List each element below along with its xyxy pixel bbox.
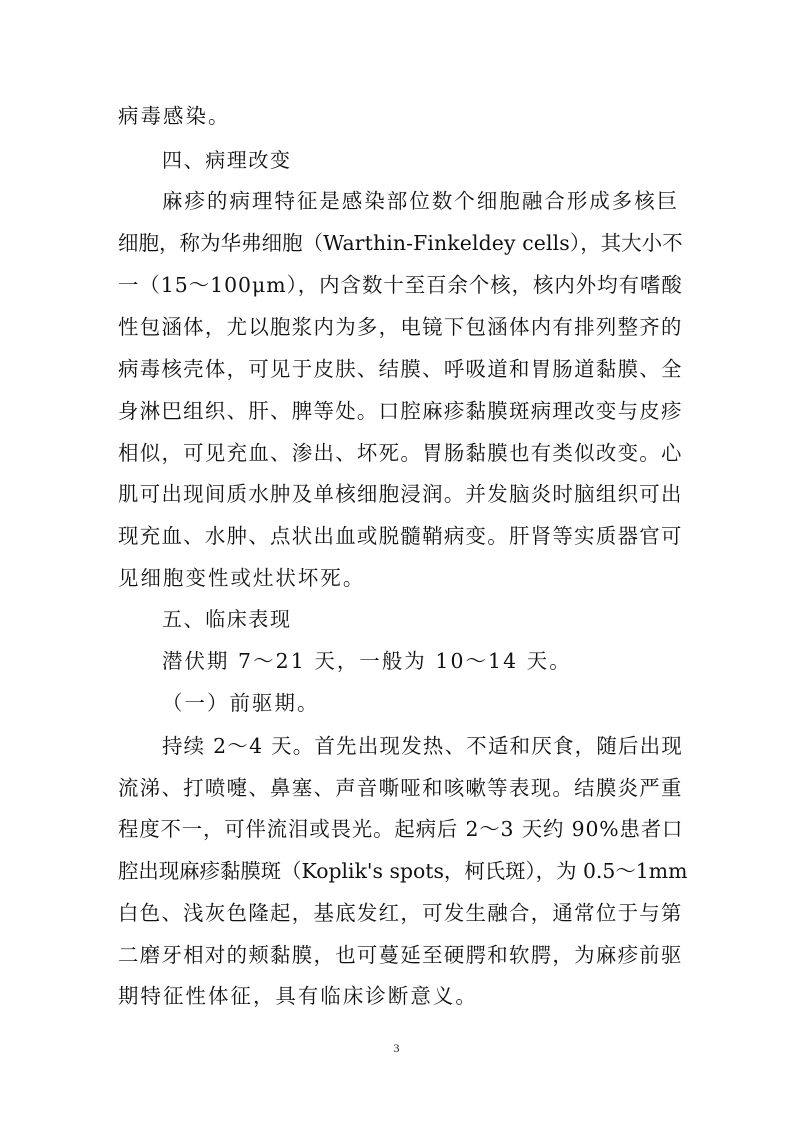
text-line: 性包涵体，尤以胞浆内为多，电镜下包涵体内有排列整齐的 (118, 315, 683, 339)
text-line: 一（15～100μm），内含数十至百余个核，核内外均有嗜酸 (118, 273, 683, 297)
text-line: 细胞，称为华弗细胞（Warthin-Finkeldey cells），其大小不 (118, 231, 683, 255)
text-line: 麻疹的病理特征是感染部位数个细胞融合形成多核巨 (162, 189, 680, 213)
text-line: 白色、浅灰色隆起，基底发红，可发生融合，通常位于与第 (118, 901, 683, 925)
text-line: 病毒感染。 (118, 104, 231, 128)
text-line: 二磨牙相对的颊黏膜，也可蔓延至硬腭和软腭，为麻疹前驱 (118, 943, 683, 967)
text-line: 期特征性体征，具有临床诊断意义。 (118, 984, 478, 1008)
text-line: 身淋巴组织、肝、脾等处。口腔麻疹黏膜斑病理改变与皮疹 (118, 399, 683, 423)
text-line: 潜伏期 7～21 天，一般为 10～14 天。 (162, 649, 572, 673)
page-number: 3 (393, 1041, 400, 1055)
text-line: 肌可出现间质水肿及单核细胞浸润。并发脑炎时脑组织可出 (118, 482, 683, 506)
subsection-heading-prodromal: （一）前驱期。 (162, 691, 320, 715)
text-line: 持续 2～4 天。首先出现发热、不适和厌食，随后出现 (162, 734, 684, 758)
section-heading-clinical: 五、临床表现 (162, 607, 292, 631)
text-line: 病毒核壳体，可见于皮肤、结膜、呼吸道和胃肠道黏膜、全 (118, 357, 683, 381)
section-heading-pathology: 四、病理改变 (162, 148, 292, 172)
text-line: 见细胞变性或灶状坏死。 (118, 566, 366, 590)
text-line: 流涕、打喷嚏、鼻塞、声音嘶哑和咳嗽等表现。结膜炎严重 (118, 776, 683, 800)
text-line: 程度不一，可伴流泪或畏光。起病后 2～3 天约 90%患者口 (118, 817, 684, 841)
text-line: 腔出现麻疹黏膜斑（Koplik's spots，柯氏斑），为 0.5～1mm (118, 859, 688, 883)
text-line: 相似，可见充血、渗出、坏死。胃肠黏膜也有类似改变。心 (118, 441, 683, 465)
text-line: 现充血、水肿、点状出血或脱髓鞘病变。肝肾等实质器官可 (118, 524, 683, 548)
